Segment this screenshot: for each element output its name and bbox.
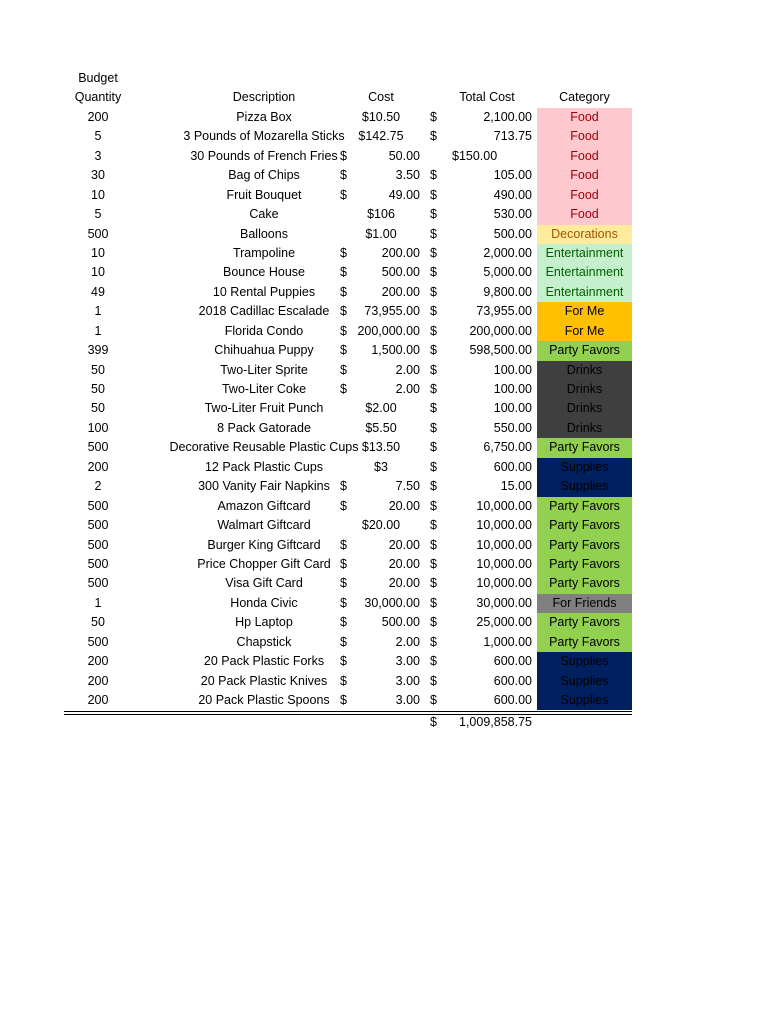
- category-cell: Entertainment: [537, 283, 632, 302]
- total-cost-cell: 1,000.00: [483, 634, 532, 649]
- total-cost-cell: 10,000.00: [476, 498, 532, 513]
- description-cell: 10 Rental Puppies: [212, 284, 316, 299]
- total-currency-symbol: $: [430, 226, 437, 241]
- table-row: [64, 497, 632, 516]
- cost-currency-symbol: $: [340, 693, 347, 707]
- grand-total-symbol: $: [430, 715, 437, 730]
- grand-total-value: 1,009,858.75: [459, 715, 532, 730]
- total-currency-symbol: $: [430, 459, 437, 474]
- cost-cell: 200.00: [381, 245, 420, 260]
- budget-sheet: [64, 69, 632, 710]
- header-cost: Cost: [368, 90, 394, 105]
- cost-cell: $1.00: [365, 226, 397, 241]
- table-row: [64, 633, 632, 652]
- total-cost-cell: 73,955.00: [476, 304, 532, 319]
- category-cell: Drinks: [537, 380, 632, 399]
- category-cell: For Me: [537, 302, 632, 321]
- cost-cell: 20.00: [388, 537, 420, 552]
- description-cell: Burger King Giftcard: [207, 537, 321, 552]
- cost-currency-symbol: $: [340, 673, 347, 688]
- quantity-cell: 5: [94, 207, 102, 222]
- cost-currency-symbol: $: [340, 382, 347, 396]
- quantity-cell: 500: [87, 537, 109, 552]
- total-cost-cell: $150.00: [452, 148, 498, 163]
- cost-cell: $13.50: [361, 440, 401, 455]
- description-cell: Visa Gift Card: [225, 576, 303, 591]
- table-row: [64, 691, 632, 710]
- cost-currency-symbol: $: [340, 362, 347, 377]
- total-currency-symbol: $: [430, 109, 437, 124]
- quantity-cell: 50: [91, 362, 105, 377]
- header-total-cost: Total Cost: [459, 90, 515, 105]
- description-cell: Walmart Giftcard: [217, 518, 311, 533]
- cost-currency-symbol: $: [340, 148, 347, 163]
- quantity-cell: 10: [91, 245, 105, 260]
- total-currency-symbol: $: [430, 129, 437, 144]
- description-cell: 20 Pack Plastic Spoons: [198, 693, 330, 707]
- table-row: [64, 108, 632, 127]
- table-row: [64, 555, 632, 574]
- category-cell: Supplies: [537, 691, 632, 710]
- cost-currency-symbol: $: [340, 615, 347, 630]
- total-cost-cell: 105.00: [493, 168, 532, 183]
- category-cell: Food: [537, 205, 632, 224]
- quantity-cell: 2: [94, 479, 102, 494]
- total-currency-symbol: $: [430, 634, 437, 649]
- cost-currency-symbol: $: [340, 654, 347, 669]
- category-cell: Party Favors: [537, 574, 632, 593]
- total-currency-symbol: $: [430, 187, 437, 202]
- table-row: [64, 594, 632, 613]
- category-cell: Drinks: [537, 399, 632, 418]
- cost-cell: $10.50: [361, 109, 401, 124]
- description-cell: Two-Liter Coke: [221, 382, 307, 396]
- category-cell: Food: [537, 186, 632, 205]
- category-cell: Supplies: [537, 458, 632, 477]
- category-cell: Party Favors: [537, 438, 632, 457]
- category-cell: Party Favors: [537, 341, 632, 360]
- cost-cell: 2.00: [395, 634, 420, 649]
- total-cost-cell: 9,800.00: [483, 284, 532, 299]
- total-currency-symbol: $: [430, 304, 437, 319]
- description-cell: Bag of Chips: [228, 168, 300, 183]
- total-currency-symbol: $: [430, 168, 437, 183]
- cost-currency-symbol: $: [340, 187, 347, 202]
- cost-cell: 49.00: [388, 187, 420, 202]
- table-row: [64, 477, 632, 496]
- table-row: [64, 225, 632, 244]
- cost-cell: 20.00: [388, 576, 420, 591]
- cost-currency-symbol: $: [340, 595, 347, 610]
- description-cell: 8 Pack Gatorade: [217, 420, 311, 435]
- description-cell: Two-Liter Fruit Punch: [204, 401, 324, 416]
- header-description: Description: [232, 90, 296, 105]
- total-cost-cell: 2,100.00: [483, 109, 532, 124]
- total-currency-symbol: $: [430, 420, 437, 435]
- quantity-cell: 200: [87, 693, 109, 707]
- total-cost-cell: 10,000.00: [476, 537, 532, 552]
- cost-currency-symbol: $: [340, 168, 347, 183]
- total-cost-cell: 490.00: [493, 187, 532, 202]
- quantity-cell: 30: [91, 168, 105, 183]
- cost-cell: 2.00: [395, 362, 420, 377]
- cost-cell: 3.50: [395, 168, 420, 183]
- table-row: [64, 536, 632, 555]
- description-cell: Bounce House: [222, 265, 305, 280]
- cost-cell: 200.00: [381, 284, 420, 299]
- table-row: [64, 127, 632, 146]
- cost-currency-symbol: $: [340, 479, 347, 494]
- category-cell: Party Favors: [537, 536, 632, 555]
- cost-cell: 3.00: [395, 654, 420, 669]
- cost-currency-symbol: $: [340, 576, 347, 591]
- category-cell: Entertainment: [537, 244, 632, 263]
- total-cost-cell: 200,000.00: [469, 323, 532, 338]
- total-currency-symbol: $: [430, 343, 437, 358]
- cost-cell: 30,000.00: [364, 595, 420, 610]
- quantity-cell: 1: [94, 304, 102, 319]
- total-currency-symbol: $: [430, 673, 437, 688]
- description-cell: 2018 Cadillac Escalade: [198, 304, 330, 319]
- total-cost-cell: 600.00: [493, 654, 532, 669]
- header-quantity-line1: Budget: [78, 71, 118, 85]
- cost-cell: $5.50: [365, 420, 397, 435]
- description-cell: Pizza Box: [236, 109, 292, 124]
- category-cell: Party Favors: [537, 633, 632, 652]
- description-cell: Balloons: [240, 226, 288, 241]
- total-currency-symbol: $: [430, 654, 437, 669]
- grand-total-row: [64, 713, 632, 732]
- category-cell: Entertainment: [537, 263, 632, 282]
- cost-currency-symbol: $: [340, 634, 347, 649]
- cost-currency-symbol: $: [340, 556, 347, 571]
- table-row: [64, 302, 632, 321]
- quantity-cell: 200: [87, 459, 109, 474]
- total-currency-symbol: $: [430, 284, 437, 299]
- total-cost-cell: 600.00: [493, 673, 532, 688]
- description-cell: 20 Pack Plastic Forks: [203, 654, 325, 669]
- quantity-cell: 500: [87, 440, 109, 455]
- total-currency-symbol: $: [430, 479, 437, 494]
- total-currency-symbol: $: [430, 382, 437, 396]
- category-cell: Drinks: [537, 361, 632, 380]
- total-currency-symbol: $: [430, 576, 437, 591]
- header-quantity-line2: Quantity: [74, 90, 122, 105]
- quantity-cell: 500: [87, 634, 109, 649]
- table-row: [64, 516, 632, 535]
- description-cell: Cake: [249, 207, 279, 222]
- quantity-cell: 5: [94, 129, 102, 144]
- cost-currency-symbol: $: [340, 265, 347, 280]
- description-cell: Fruit Bouquet: [226, 187, 302, 202]
- total-cost-cell: 100.00: [493, 362, 532, 377]
- cost-cell: 20.00: [388, 498, 420, 513]
- category-cell: Food: [537, 127, 632, 146]
- table-row: [64, 205, 632, 224]
- total-cost-cell: 530.00: [493, 207, 532, 222]
- total-currency-symbol: $: [430, 245, 437, 260]
- quantity-cell: 100: [87, 420, 109, 435]
- cost-cell: $2.00: [365, 401, 397, 416]
- cost-cell: $20.00: [361, 518, 401, 533]
- cost-cell: 73,955.00: [364, 304, 420, 319]
- total-cost-cell: 713.75: [493, 129, 532, 144]
- table-row: [64, 322, 632, 341]
- cost-currency-symbol: $: [340, 537, 347, 552]
- table-row: [64, 361, 632, 380]
- total-currency-symbol: $: [430, 207, 437, 222]
- quantity-cell: 500: [87, 576, 109, 591]
- table-row: [64, 419, 632, 438]
- cost-currency-symbol: $: [340, 245, 347, 260]
- cost-cell: $106: [367, 207, 395, 222]
- quantity-cell: 500: [87, 518, 109, 533]
- description-cell: 20 Pack Plastic Knives: [200, 673, 328, 688]
- quantity-cell: 49: [91, 284, 105, 299]
- total-currency-symbol: $: [430, 362, 437, 377]
- category-cell: For Friends: [537, 594, 632, 613]
- description-cell: Amazon Giftcard: [217, 498, 311, 513]
- cost-cell: 500.00: [381, 615, 420, 630]
- quantity-cell: 1: [94, 323, 102, 338]
- description-cell: 300 Vanity Fair Napkins: [198, 479, 330, 494]
- total-cost-cell: 6,750.00: [483, 440, 532, 455]
- cost-cell: $142.75: [358, 129, 404, 144]
- cost-cell: 20.00: [388, 556, 420, 571]
- description-cell: 12 Pack Plastic Cups: [204, 459, 324, 474]
- total-cost-cell: 10,000.00: [476, 518, 532, 533]
- header-category: Category: [559, 90, 610, 105]
- total-double-rule-top: [64, 711, 632, 712]
- total-cost-cell: 550.00: [493, 420, 532, 435]
- quantity-cell: 200: [87, 654, 109, 669]
- total-cost-cell: 500.00: [493, 226, 532, 241]
- description-cell: Chihuahua Puppy: [214, 343, 314, 358]
- quantity-cell: 10: [91, 187, 105, 202]
- total-cost-cell: 25,000.00: [476, 615, 532, 630]
- header-row-2: [64, 88, 632, 107]
- category-cell: Party Favors: [537, 497, 632, 516]
- header-row-1: [64, 69, 632, 88]
- category-cell: Supplies: [537, 672, 632, 691]
- quantity-cell: 200: [87, 109, 109, 124]
- category-cell: Food: [537, 147, 632, 166]
- total-currency-symbol: $: [430, 537, 437, 552]
- quantity-cell: 50: [91, 615, 105, 630]
- quantity-cell: 200: [87, 673, 109, 688]
- table-row: [64, 283, 632, 302]
- total-currency-symbol: $: [430, 401, 437, 416]
- quantity-cell: 500: [87, 498, 109, 513]
- cost-currency-symbol: $: [340, 498, 347, 513]
- table-row: [64, 380, 632, 399]
- table-row: [64, 574, 632, 593]
- table-row: [64, 244, 632, 263]
- cost-cell: 200,000.00: [357, 323, 420, 338]
- category-cell: Supplies: [537, 652, 632, 671]
- total-cost-cell: 100.00: [493, 401, 532, 416]
- description-cell: Hp Laptop: [235, 615, 293, 630]
- quantity-cell: 500: [87, 556, 109, 571]
- table-row: [64, 399, 632, 418]
- cost-currency-symbol: $: [340, 284, 347, 299]
- cost-cell: 500.00: [381, 265, 420, 280]
- table-row: [64, 263, 632, 282]
- table-row: [64, 438, 632, 457]
- description-cell: Decorative Reusable Plastic Cups: [169, 440, 359, 455]
- quantity-cell: 50: [91, 382, 105, 396]
- description-cell: Price Chopper Gift Card: [197, 556, 331, 571]
- total-currency-symbol: $: [430, 556, 437, 571]
- description-cell: Trampoline: [232, 245, 296, 260]
- category-cell: Party Favors: [537, 613, 632, 632]
- total-currency-symbol: $: [430, 265, 437, 280]
- total-currency-symbol: $: [430, 440, 437, 455]
- quantity-cell: 1: [94, 595, 102, 610]
- total-currency-symbol: $: [430, 595, 437, 610]
- quantity-cell: 3: [94, 148, 102, 163]
- total-cost-cell: 30,000.00: [476, 595, 532, 610]
- category-cell: Food: [537, 166, 632, 185]
- total-cost-cell: 15.00: [500, 479, 532, 494]
- description-cell: 30 Pounds of French Fries: [190, 148, 338, 163]
- table-row: [64, 341, 632, 360]
- total-cost-cell: 2,000.00: [483, 245, 532, 260]
- cost-cell: 1,500.00: [371, 343, 420, 358]
- description-cell: Two-Liter Sprite: [220, 362, 308, 377]
- total-currency-symbol: $: [430, 693, 437, 707]
- total-currency-symbol: $: [430, 518, 437, 533]
- category-cell: Food: [537, 108, 632, 127]
- table-row: [64, 672, 632, 691]
- quantity-cell: 50: [91, 401, 105, 416]
- category-cell: Party Favors: [537, 555, 632, 574]
- cost-cell: $3: [374, 459, 388, 474]
- cost-cell: 3.00: [395, 693, 420, 707]
- cost-cell: 2.00: [395, 382, 420, 396]
- table-row: [64, 458, 632, 477]
- description-cell: Florida Condo: [224, 323, 304, 338]
- quantity-cell: 399: [87, 343, 109, 358]
- category-cell: Drinks: [537, 419, 632, 438]
- quantity-cell: 500: [87, 226, 109, 241]
- table-row: [64, 147, 632, 166]
- quantity-cell: 10: [91, 265, 105, 280]
- cost-currency-symbol: $: [340, 343, 347, 358]
- description-cell: Honda Civic: [230, 595, 298, 610]
- total-cost-cell: 100.00: [493, 382, 532, 396]
- description-cell: 3 Pounds of Mozarella Sticks: [183, 129, 345, 144]
- table-row: [64, 652, 632, 671]
- cost-currency-symbol: $: [340, 304, 347, 319]
- total-cost-cell: 10,000.00: [476, 576, 532, 591]
- total-currency-symbol: $: [430, 323, 437, 338]
- cost-currency-symbol: $: [340, 323, 347, 338]
- description-cell: Chapstick: [236, 634, 292, 649]
- category-cell: For Me: [537, 322, 632, 341]
- table-row: [64, 166, 632, 185]
- table-row: [64, 186, 632, 205]
- cost-cell: 3.00: [395, 673, 420, 688]
- total-currency-symbol: $: [430, 498, 437, 513]
- category-cell: Supplies: [537, 477, 632, 496]
- total-cost-cell: 10,000.00: [476, 556, 532, 571]
- total-cost-cell: 5,000.00: [483, 265, 532, 280]
- category-cell: Party Favors: [537, 516, 632, 535]
- category-cell: Decorations: [537, 225, 632, 244]
- cost-cell: 50.00: [388, 148, 420, 163]
- item-rows: [64, 108, 632, 711]
- total-currency-symbol: $: [430, 615, 437, 630]
- total-cost-cell: 598,500.00: [469, 343, 532, 358]
- total-cost-cell: 600.00: [493, 459, 532, 474]
- cost-cell: 7.50: [395, 479, 420, 494]
- total-cost-cell: 600.00: [493, 693, 532, 707]
- table-row: [64, 613, 632, 632]
